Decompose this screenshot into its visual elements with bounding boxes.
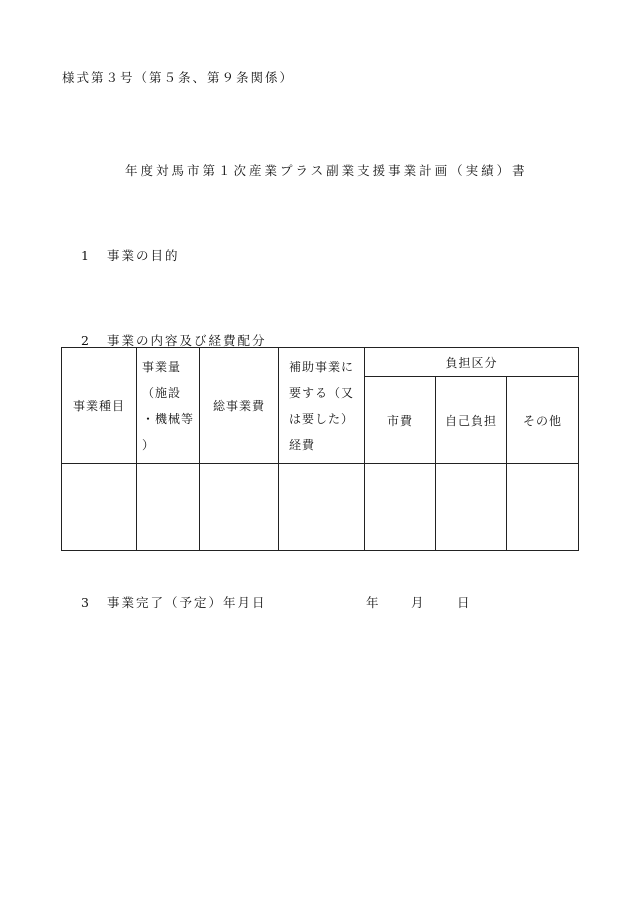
- header-subsidy-line-3: は要した）: [288, 411, 354, 426]
- table-cell[interactable]: [62, 464, 137, 551]
- header-subsidy-line-1: 補助事業に: [288, 359, 354, 374]
- header-subsidy-line-2: 要する（又: [288, 385, 354, 400]
- section-2-label: 事業の内容及び経費配分: [107, 333, 267, 348]
- header-self-burden: 自己負担: [436, 377, 507, 464]
- section-1-label: 事業の目的: [107, 248, 180, 263]
- table-row: [62, 464, 579, 551]
- header-city-cost: 市費: [365, 377, 436, 464]
- table-cell[interactable]: [279, 464, 365, 551]
- form-number: 様式第３号（第５条、第９条関係）: [62, 70, 295, 85]
- header-total-cost: 総事業費: [200, 348, 279, 464]
- header-project-type: 事業種目: [62, 348, 137, 464]
- section-3-label: 事業完了（予定）年月日: [107, 595, 267, 610]
- date-month-label: 月: [411, 595, 426, 610]
- document-title: 年度対馬市第１次産業プラス副業支援事業計画（実績）書: [125, 163, 528, 178]
- table-cell[interactable]: [365, 464, 436, 551]
- header-quantity: [137, 348, 200, 464]
- date-year-label: 年: [366, 595, 381, 610]
- header-subsidy-cost: [279, 348, 365, 464]
- table-cell[interactable]: [200, 464, 279, 551]
- section-3-heading: [81, 593, 267, 611]
- table-cell[interactable]: [137, 464, 200, 551]
- header-subsidy-line-4: 経費: [288, 437, 315, 452]
- cost-allocation-table: [61, 347, 579, 551]
- section-2-number: 2: [81, 333, 91, 348]
- section-1-number: 1: [81, 248, 91, 263]
- header-quantity-line-3: ・機械等: [141, 411, 194, 426]
- header-burden-group: 負担区分: [365, 348, 579, 377]
- section-3-number: 3: [81, 595, 91, 610]
- header-quantity-line-2: （施設: [141, 385, 181, 400]
- table-cell[interactable]: [436, 464, 507, 551]
- header-quantity-line-4: ）: [141, 437, 155, 452]
- date-day-label: 日: [457, 595, 472, 610]
- header-quantity-line-1: 事業量: [141, 359, 181, 374]
- table-cell[interactable]: [507, 464, 579, 551]
- section-1-heading: [81, 246, 180, 264]
- header-other: その他: [507, 377, 579, 464]
